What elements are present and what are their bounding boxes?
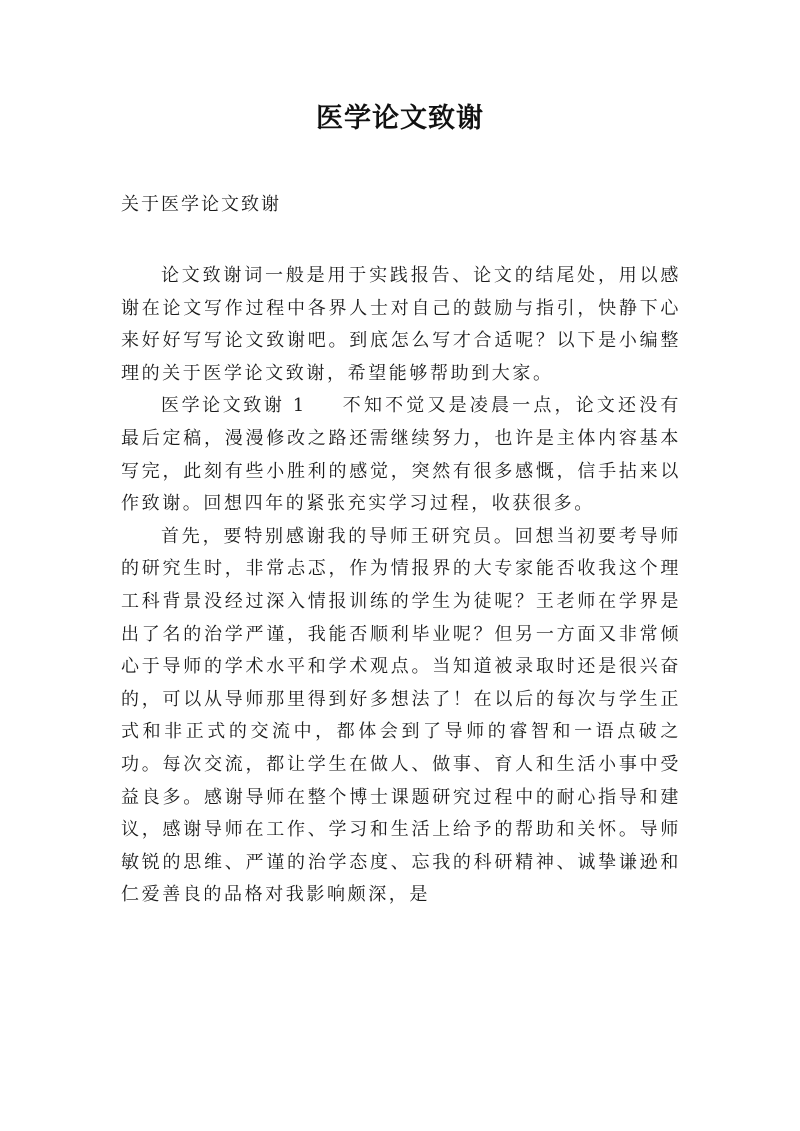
paragraph-3: 首先，要特别感谢我的导师王研究员。回想当初要考导师的研究生时，非常忐忑，作为情报界的大专家能否收我这个理工科背景没经过深入情报训练的学生为徒呢？王老师在学界是出了名的治学严谨，我能否顺利毕业呢？但另一方面又非常倾心于导师的学术水平和学术观点。当知道被录取时还是很兴奋的，可以从导师那里得到好多想法了！在以后的每次与学生正式和非正式的交流中，都体会到了导师的睿智和一语点破之功。每次交流，都让学生在做人、做事、育人和生活小事中受益良多。感谢导师在整个博士课题研究过程中的耐心指导和建议，感谢导师在工作、学习和生活上给予的帮助和关怀。导师敏锐的思维、严谨的治学态度、忘我的科研精神、诚挚谦逊和仁爱善良的品格对我影响颇深，是: [121, 525, 681, 906]
page-title: 医学论文致谢: [316, 103, 484, 134]
paragraph-intro: 论文致谢词一般是用于实践报告、论文的结尾处，用以感谢在论文写作过程中各界人士对自己的鼓励与指引，快静下心来好好写写论文致谢吧。到底怎么写才合适呢？以下是小编整理的关于医学论文致谢，希望能够帮助到大家。: [121, 265, 681, 384]
section-1-text: 不知不觉又是凌晨一点，论文还没有最后定稿，漫漫修改之路还需继续努力，也许是主体内容基本写完，此刻有些小胜利的感觉，突然有很多感慨，信手拈来以作致谢。回想四年的紧张充实学习过程，收获很多。: [121, 395, 681, 515]
paragraph-section-1: [121, 390, 681, 520]
document-body: [121, 260, 681, 912]
section-heading-1: 医学论文致谢 1: [161, 395, 307, 417]
document-subtitle: 关于医学论文致谢: [121, 194, 281, 215]
